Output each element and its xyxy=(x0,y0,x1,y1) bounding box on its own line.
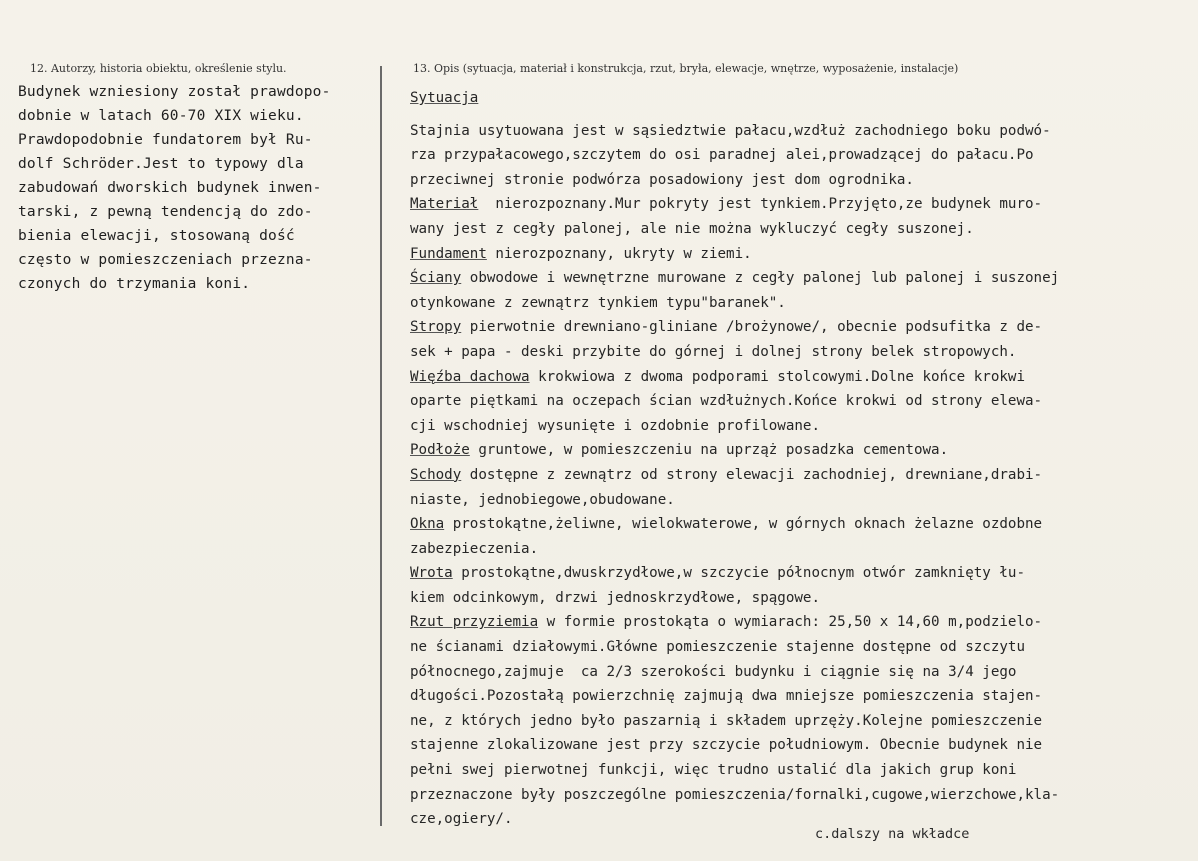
continuation-note: c.dalszy na wkładce xyxy=(815,826,970,842)
description-line xyxy=(410,758,1180,783)
field-text: rza przypałacowego,szczytem do osi paradnej alei,prowadzącej do pałacu.Po xyxy=(410,147,1034,164)
description-line xyxy=(410,537,1180,562)
history-line: zabudowań dworskich budynek inwen- xyxy=(18,180,322,196)
description-line xyxy=(410,635,1180,660)
field-label: Okna xyxy=(410,516,445,533)
description-line xyxy=(410,389,1180,414)
field-label: Więźba dachowa xyxy=(410,368,530,385)
field-text: cze,ogiery/. xyxy=(410,811,513,828)
description-line xyxy=(410,242,1180,267)
history-line: Prawdopodobnie fundatorem był Ru- xyxy=(18,132,313,148)
field-text: zabezpieczenia. xyxy=(410,540,539,557)
field-label: Stropy xyxy=(410,319,462,336)
field-label: Wrota xyxy=(410,565,453,582)
section-13-heading: 13. Opis (sytuacja, materiał i konstrukcja, rzut, bryła, elewacje, wnętrze, wyposażenie, instalacje) xyxy=(413,62,959,75)
field-text: dostępne z zewnątrz od strony elewacji zachodniej, drewniane,drabi- xyxy=(461,466,1043,483)
history-line: Budynek wzniesiony został prawdopo- xyxy=(18,84,331,100)
field-text: przeznaczone były poszczególne pomieszczenia/fornalki,cugowe,wierzchowe,kla- xyxy=(410,786,1060,803)
field-text: stajenne zlokalizowane jest przy szczycie południowym. Obecnie budynek nie xyxy=(410,737,1043,754)
field-text: nierozpoznany, ukryty w ziemi. xyxy=(486,245,752,262)
field-text: gruntowe, w pomieszczeniu na uprząż posadzka cementowa. xyxy=(469,442,949,459)
section-title-sytuacja: Sytuacja xyxy=(410,90,479,106)
description-line xyxy=(410,414,1180,439)
description-line xyxy=(410,610,1180,635)
description-line xyxy=(410,266,1180,291)
field-text: otynkowane z zewnątrz tynkiem typu"baranek". xyxy=(410,294,786,311)
field-text: przeciwnej stronie podwórza posadowiony jest dom ogrodnika. xyxy=(410,171,914,188)
field-text: północnego,zajmuje ca 2/3 szerokości budynku i ciągnie się na 3/4 jego xyxy=(410,663,1017,680)
field-text: niaste, jednobiegowe,obudowane. xyxy=(410,491,675,508)
description-line xyxy=(410,684,1180,709)
description-text-block xyxy=(410,86,1180,832)
column-divider xyxy=(380,66,382,826)
field-text: oparte piętkami na oczepach ścian wzdłużnych.Końce krokwi od strony elewa- xyxy=(410,393,1043,410)
description-line xyxy=(410,660,1180,685)
section-12-heading: 12. Autorzy, historia obiektu, określenie stylu. xyxy=(30,62,287,75)
field-text: ne, z których jedno było paszarnią i składem uprzęży.Kolejne pomieszczenie xyxy=(410,712,1043,729)
field-text: ne ścianami działowymi.Główne pomieszczenie stajenne dostępne od szczytu xyxy=(410,639,1025,656)
field-text: pełni swej pierwotnej funkcji, więc trudno ustalić dla jakich grup koni xyxy=(410,762,1017,779)
description-line xyxy=(410,733,1180,758)
history-text-block xyxy=(18,80,368,296)
description-line xyxy=(410,438,1180,463)
field-text: cji wschodniej wysunięte i ozdobnie profilowane. xyxy=(410,417,820,434)
description-line xyxy=(410,586,1180,611)
history-line: czonych do trzymania koni. xyxy=(18,276,251,292)
field-text: długości.Pozostałą powierzchnię zajmują dwa mniejsze pomieszczenia stajen- xyxy=(410,688,1043,705)
description-line xyxy=(410,192,1180,217)
description-line xyxy=(410,315,1180,340)
description-line xyxy=(410,291,1180,316)
description-line xyxy=(410,143,1180,168)
description-line xyxy=(410,217,1180,242)
field-text: w formie prostokąta o wymiarach: 25,50 x 14,60 m,podzielo- xyxy=(538,614,1043,631)
description-line xyxy=(410,365,1180,390)
field-text: obwodowe i wewnętrzne murowane z cegły palonej lub palonej i suszonej xyxy=(461,270,1060,287)
field-label: Podłoże xyxy=(410,442,470,459)
description-line xyxy=(410,561,1180,586)
field-label: Ściany xyxy=(410,270,462,287)
field-text: kiem odcinkowym, drzwi jednoskrzydłowe, spągowe. xyxy=(410,589,820,606)
field-label: Fundament xyxy=(410,245,487,262)
description-line xyxy=(410,340,1180,365)
history-line: dolf Schröder.Jest to typowy dla xyxy=(18,156,304,172)
history-line: często w pomieszczeniach przezna- xyxy=(18,252,313,268)
description-line xyxy=(410,709,1180,734)
description-line xyxy=(410,168,1180,193)
field-text: sek + papa - deski przybite do górnej i dolnej strony belek stropowych. xyxy=(410,343,1017,360)
description-line xyxy=(410,488,1180,513)
description-line xyxy=(410,807,1180,832)
field-text: Stajnia usytuowana jest w sąsiedztwie pałacu,wzdłuż zachodniego boku podwó- xyxy=(410,122,1051,139)
field-text: krokwiowa z dwoma podporami stolcowymi.Dolne końce krokwi xyxy=(529,368,1026,385)
field-text: prostokątne,dwuskrzydłowe,w szczycie północnym otwór zamknięty łu- xyxy=(452,565,1026,582)
history-line: dobnie w latach 60-70 XIX wieku. xyxy=(18,108,304,124)
description-line xyxy=(410,463,1180,488)
field-text: wany jest z cegły palonej, ale nie można wykluczyć cegły suszonej. xyxy=(410,220,974,237)
description-line xyxy=(410,783,1180,808)
field-text: prostokątne,żeliwne, wielokwaterowe, w górnych oknach żelazne ozdobne xyxy=(444,516,1043,533)
history-line: tarski, z pewną tendencją do zdo- xyxy=(18,204,313,220)
field-text: pierwotnie drewniano-gliniane /brożynowe/, obecnie podsufitka z de- xyxy=(461,319,1043,336)
history-line: bienia elewacji, stosowaną dość xyxy=(18,228,295,244)
field-label: Materiał xyxy=(410,196,479,213)
field-label: Rzut przyziemia xyxy=(410,614,539,631)
field-text: nierozpoznany.Mur pokryty jest tynkiem.Przyjęto,ze budynek muro- xyxy=(478,196,1043,213)
field-label: Schody xyxy=(410,466,462,483)
description-line xyxy=(410,119,1180,144)
description-line xyxy=(410,512,1180,537)
